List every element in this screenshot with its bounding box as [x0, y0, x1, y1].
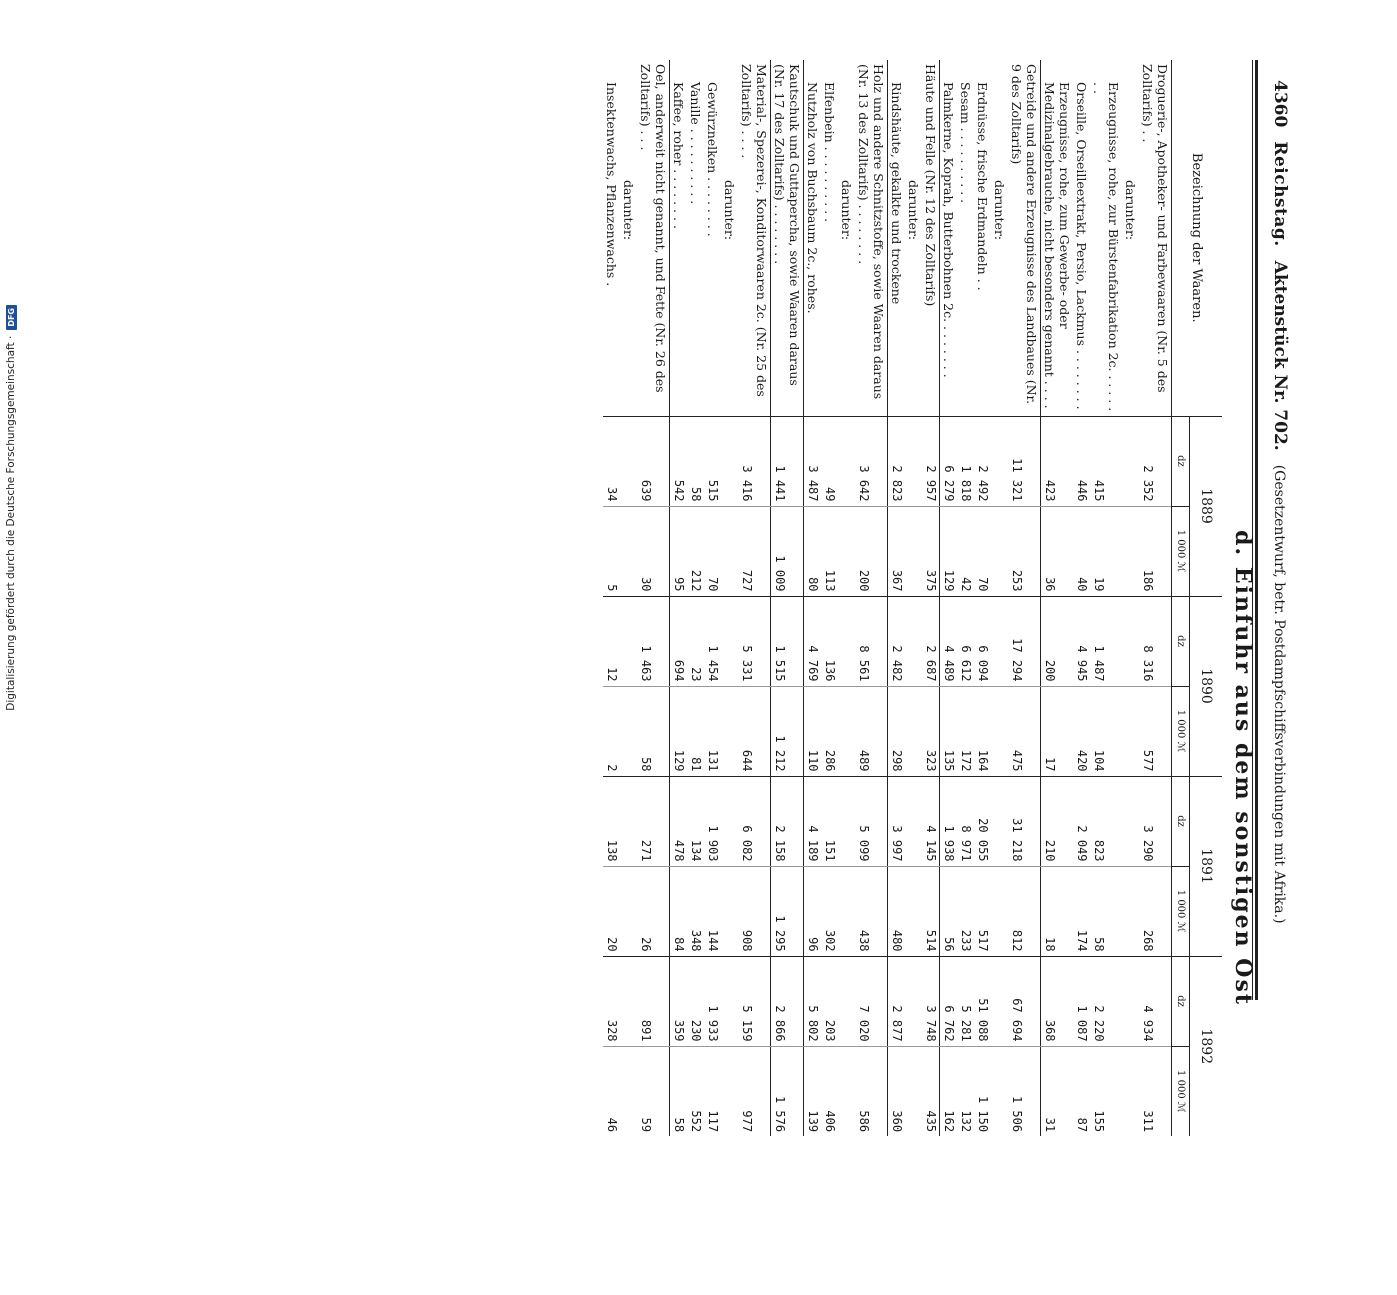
quantity-cell: 2 220 — [1090, 956, 1122, 1046]
quantity-cell: 151 — [821, 776, 838, 866]
quantity-cell: 423 — [1041, 416, 1074, 506]
value-cell: 908 — [738, 866, 771, 956]
value-cell: 131 — [704, 686, 721, 776]
year-1889-header: 1889 — [1190, 416, 1223, 596]
value-cell: 81 — [687, 686, 704, 776]
value-cell — [905, 686, 922, 776]
quantity-cell: 639 — [637, 416, 670, 506]
value-cell: 164 — [974, 686, 991, 776]
import-table — [603, 60, 1222, 1136]
value-cell: 5 — [603, 506, 620, 596]
value-cell: 977 — [738, 1046, 771, 1136]
value-cell: 139 — [804, 1046, 822, 1136]
table-row — [637, 60, 670, 1136]
quantity-cell: 3 748 — [922, 956, 940, 1046]
quantity-cell: 5 331 — [738, 596, 771, 686]
dfg-logo: DFG — [6, 305, 17, 330]
unit-dz: dz — [1172, 776, 1190, 866]
quantity-cell: 1 441 — [771, 416, 804, 506]
value-cell — [1122, 866, 1139, 956]
value-cell — [620, 686, 637, 776]
value-cell: 18 — [1041, 866, 1074, 956]
quantity-cell: 1 933 — [704, 956, 721, 1046]
quantity-cell: 11 321 — [1008, 416, 1041, 506]
subheading-row — [721, 60, 738, 1136]
goods-name: darunter: — [838, 60, 855, 416]
unit-mark: 1 000 ℳ — [1172, 1046, 1190, 1136]
value-cell — [905, 866, 922, 956]
value-cell: 129 — [670, 686, 688, 776]
quantity-cell: 31 218 — [1008, 776, 1041, 866]
value-cell: 104 — [1090, 686, 1122, 776]
quantity-cell: 3 416 — [738, 416, 771, 506]
year-1890-header: 1890 — [1190, 596, 1223, 776]
quantity-cell: 6 612 — [957, 596, 974, 686]
value-cell: 420 — [1073, 686, 1090, 776]
quantity-cell: 4 934 — [1139, 956, 1172, 1046]
value-cell: 367 — [888, 506, 906, 596]
value-cell — [991, 1046, 1008, 1136]
value-cell: 46 — [603, 1046, 620, 1136]
quantity-cell: 694 — [670, 596, 688, 686]
quantity-cell: 58 — [687, 416, 704, 506]
quantity-cell: 5 281 — [957, 956, 974, 1046]
goods-name: Oel, anderweit nicht genannt, und Fette (Nr. 26 des Zolltarifs) . . . — [637, 60, 670, 416]
quantity-cell: 3 642 — [855, 416, 888, 506]
value-cell: 110 — [804, 686, 822, 776]
value-cell: 577 — [1139, 686, 1172, 776]
value-cell: 475 — [1008, 686, 1041, 776]
value-cell — [838, 686, 855, 776]
value-cell: 162 — [940, 1046, 958, 1136]
value-cell: 1 150 — [974, 1046, 991, 1136]
goods-name: Häute und Felle (Nr. 12 des Zolltarifs) — [922, 60, 940, 416]
quantity-cell — [620, 596, 637, 686]
value-cell: 70 — [974, 506, 991, 596]
value-cell: 87 — [1073, 1046, 1090, 1136]
quantity-cell: 2 957 — [922, 416, 940, 506]
page-number: 4360 — [1270, 80, 1290, 128]
value-cell: 96 — [804, 866, 822, 956]
quantity-cell: 5 802 — [804, 956, 822, 1046]
page-header — [1260, 60, 1290, 1000]
quantity-cell: 2 687 — [922, 596, 940, 686]
value-cell — [620, 1046, 637, 1136]
value-cell: 517 — [974, 866, 991, 956]
value-cell — [838, 866, 855, 956]
value-cell: 1 212 — [771, 686, 804, 776]
value-cell — [721, 1046, 738, 1136]
quantity-cell: 203 — [821, 956, 838, 1046]
quantity-cell: 328 — [603, 956, 620, 1046]
goods-name: Elfenbein . . . . . . . . . . — [821, 60, 838, 416]
value-cell: 132 — [957, 1046, 974, 1136]
quantity-cell: 17 294 — [1008, 596, 1041, 686]
quantity-cell: 891 — [637, 956, 670, 1046]
goods-name: Kautschuk und Guttapercha, sowie Waaren daraus (Nr. 17 des Zolltarifs) . . . . . . . . — [771, 60, 804, 416]
value-cell — [721, 686, 738, 776]
value-cell: 360 — [888, 1046, 906, 1136]
value-cell: 586 — [855, 1046, 888, 1136]
value-cell: 1 009 — [771, 506, 804, 596]
value-cell: 26 — [637, 866, 670, 956]
value-cell: 155 — [1090, 1046, 1122, 1136]
quantity-cell — [1122, 776, 1139, 866]
goods-name: Insektenwachs, Pflanzenwachs . — [603, 60, 620, 416]
goods-name: Rindshäute, gekalkte und trockene — [888, 60, 906, 416]
table-row — [1073, 60, 1090, 1136]
goods-name: Erdnüsse, frische Erdmandeln . . — [974, 60, 991, 416]
quantity-cell: 138 — [603, 776, 620, 866]
value-cell: 1 506 — [1008, 1046, 1041, 1136]
quantity-cell: 4 189 — [804, 776, 822, 866]
table-row — [804, 60, 822, 1136]
quantity-cell: 4 769 — [804, 596, 822, 686]
value-cell: 2 — [603, 686, 620, 776]
value-cell: 406 — [821, 1046, 838, 1136]
value-cell: 172 — [957, 686, 974, 776]
value-cell: 186 — [1139, 506, 1172, 596]
value-cell: 298 — [888, 686, 906, 776]
value-cell: 644 — [738, 686, 771, 776]
subheading-row — [838, 60, 855, 1136]
value-cell: 31 — [1041, 1046, 1074, 1136]
quantity-cell — [1122, 596, 1139, 686]
quantity-cell: 7 020 — [855, 956, 888, 1046]
goods-name: Gewürznelken . . . . . . . . — [704, 60, 721, 416]
quantity-cell: 446 — [1073, 416, 1090, 506]
value-cell: 17 — [1041, 686, 1074, 776]
quantity-cell: 2 482 — [888, 596, 906, 686]
year-1892-header: 1892 — [1190, 956, 1223, 1136]
quantity-cell: 5 099 — [855, 776, 888, 866]
goods-name: darunter: — [991, 60, 1008, 416]
value-cell — [991, 686, 1008, 776]
value-cell: 438 — [855, 866, 888, 956]
quantity-cell: 1 515 — [771, 596, 804, 686]
table-row — [957, 60, 974, 1136]
quantity-cell — [838, 956, 855, 1046]
goods-name: Kaffee, roher . . . . . . . . — [670, 60, 688, 416]
value-cell: 323 — [922, 686, 940, 776]
table-row — [1008, 60, 1041, 1136]
quantity-cell: 8 316 — [1139, 596, 1172, 686]
value-cell — [620, 866, 637, 956]
value-cell: 20 — [603, 866, 620, 956]
table-row — [687, 60, 704, 1136]
goods-name: Palmkerne, Koprah, Butterbohnen 2c. . . . . . . . — [940, 60, 958, 416]
value-cell — [1122, 506, 1139, 596]
quantity-cell: 1 487 — [1090, 596, 1122, 686]
quantity-cell: 49 — [821, 416, 838, 506]
value-cell — [721, 506, 738, 596]
value-cell: 84 — [670, 866, 688, 956]
value-cell: 812 — [1008, 866, 1041, 956]
unit-mark: 1 000 ℳ — [1172, 686, 1190, 776]
quantity-cell: 8 971 — [957, 776, 974, 866]
goods-name: Vanille . . . . . . . . . . — [687, 60, 704, 416]
quantity-cell: 4 489 — [940, 596, 958, 686]
table-row — [821, 60, 838, 1136]
quantity-cell: 1 087 — [1073, 956, 1090, 1046]
value-cell: 40 — [1073, 506, 1090, 596]
document-page — [60, 60, 1290, 1133]
value-cell — [838, 1046, 855, 1136]
goods-name: Material-, Spezerei-, Konditorwaaren 2c. (Nr. 25 des Zolltarifs) . . . . — [738, 60, 771, 416]
value-cell: 727 — [738, 506, 771, 596]
goods-name: Orseille, Orseilleextrakt, Persio, Lackmus . . . . . . . . — [1073, 60, 1090, 416]
quantity-cell: 2 866 — [771, 956, 804, 1046]
value-cell: 144 — [704, 866, 721, 956]
quantity-cell: 2 492 — [974, 416, 991, 506]
goods-name: Sesam . . . . . . . . . . — [957, 60, 974, 416]
quantity-cell: 271 — [637, 776, 670, 866]
goods-name: Holz und andere Schnitzstoffe, sowie Waaren daraus (Nr. 13 des Zolltarifs) . . . . . . . . — [855, 60, 888, 416]
value-cell — [991, 866, 1008, 956]
year-1891-header: 1891 — [1190, 776, 1223, 956]
table-row — [855, 60, 888, 1136]
quantity-cell: 200 — [1041, 596, 1074, 686]
goods-column-header: Bezeichnung der Waaren. — [1172, 60, 1223, 416]
value-cell: 174 — [1073, 866, 1090, 956]
quantity-cell — [905, 416, 922, 506]
value-cell: 348 — [687, 866, 704, 956]
value-cell: 58 — [670, 1046, 688, 1136]
quantity-cell: 4 145 — [922, 776, 940, 866]
value-cell: 212 — [687, 506, 704, 596]
value-cell: 514 — [922, 866, 940, 956]
quantity-cell — [721, 596, 738, 686]
quantity-cell — [838, 596, 855, 686]
goods-name: Droguerie-, Apotheker- und Farbewaaren (Nr. 5 des Zolltarifs) . . — [1139, 60, 1172, 416]
quantity-cell: 3 487 — [804, 416, 822, 506]
value-cell: 56 — [940, 866, 958, 956]
credit-text: Digitalisierung gefördert durch die Deutsche Forschungsgemeinschaft · — [5, 335, 17, 711]
table-row — [974, 60, 991, 1136]
quantity-cell: 8 561 — [855, 596, 888, 686]
quantity-cell: 542 — [670, 416, 688, 506]
quantity-cell: 2 823 — [888, 416, 906, 506]
value-cell: 233 — [957, 866, 974, 956]
quantity-cell: 1 938 — [940, 776, 958, 866]
value-cell: 58 — [637, 686, 670, 776]
table-row — [603, 60, 620, 1136]
value-cell: 117 — [704, 1046, 721, 1136]
quantity-cell: 359 — [670, 956, 688, 1046]
value-cell — [838, 506, 855, 596]
table-row — [1139, 60, 1172, 1136]
quantity-cell — [991, 596, 1008, 686]
quantity-cell — [620, 956, 637, 1046]
quantity-cell: 230 — [687, 956, 704, 1046]
goods-name: Getreide und andere Erzeugnisse des Landbaues (Nr. 9 des Zolltarifs) — [1008, 60, 1041, 416]
value-cell — [991, 506, 1008, 596]
quantity-cell — [905, 776, 922, 866]
quantity-cell: 1 818 — [957, 416, 974, 506]
quantity-cell — [991, 416, 1008, 506]
value-cell: 302 — [821, 866, 838, 956]
quantity-cell: 136 — [821, 596, 838, 686]
value-cell: 1 295 — [771, 866, 804, 956]
goods-name: darunter: — [721, 60, 738, 416]
quantity-cell: 4 945 — [1073, 596, 1090, 686]
document-subtitle: (Gesetzentwurf, betr. Postdampfschiffsverbindungen mit Afrika.) — [1271, 464, 1287, 924]
quantity-cell: 34 — [603, 416, 620, 506]
subheading-row — [620, 60, 637, 1136]
quantity-cell — [1122, 416, 1139, 506]
unit-dz: dz — [1172, 596, 1190, 686]
goods-name: Nutzholz von Buchsbaum 2c., rohes. — [804, 60, 822, 416]
quantity-cell: 1 463 — [637, 596, 670, 686]
quantity-cell: 23 — [687, 596, 704, 686]
value-cell: 480 — [888, 866, 906, 956]
value-cell: 253 — [1008, 506, 1041, 596]
journal-title: Reichstag. — [1270, 141, 1290, 247]
quantity-cell: 3 290 — [1139, 776, 1172, 866]
value-cell — [1122, 686, 1139, 776]
value-cell — [905, 506, 922, 596]
value-cell: 286 — [821, 686, 838, 776]
quantity-cell — [905, 596, 922, 686]
table-row — [1041, 60, 1074, 1136]
value-cell: 552 — [687, 1046, 704, 1136]
year-header-row — [1190, 60, 1223, 1136]
quantity-cell — [991, 776, 1008, 866]
quantity-cell — [620, 416, 637, 506]
digitization-credit — [0, 305, 23, 1295]
unit-dz: dz — [1172, 956, 1190, 1046]
value-cell: 113 — [821, 506, 838, 596]
table-row — [771, 60, 804, 1136]
goods-name: darunter: — [905, 60, 922, 416]
quantity-cell — [620, 776, 637, 866]
value-cell: 95 — [670, 506, 688, 596]
value-cell: 268 — [1139, 866, 1172, 956]
table-row — [940, 60, 958, 1136]
table-row — [738, 60, 771, 1136]
table-row — [888, 60, 906, 1136]
quantity-cell: 515 — [704, 416, 721, 506]
quantity-cell: 2 049 — [1073, 776, 1090, 866]
quantity-cell: 5 159 — [738, 956, 771, 1046]
quantity-cell: 6 082 — [738, 776, 771, 866]
subheading-row — [991, 60, 1008, 1136]
unit-mark: 1 000 ℳ — [1172, 866, 1190, 956]
quantity-cell: 51 088 — [974, 956, 991, 1046]
value-cell: 129 — [940, 506, 958, 596]
quantity-cell: 134 — [687, 776, 704, 866]
quantity-cell: 6 279 — [940, 416, 958, 506]
goods-name: darunter: — [1122, 60, 1139, 416]
value-cell: 36 — [1041, 506, 1074, 596]
quantity-cell: 6 762 — [940, 956, 958, 1046]
unit-mark: 1 000 ℳ — [1172, 506, 1190, 596]
quantity-cell: 12 — [603, 596, 620, 686]
table-row — [670, 60, 688, 1136]
table-row — [922, 60, 940, 1136]
document-number: Aktenstück Nr. 702. — [1270, 260, 1290, 451]
quantity-cell — [991, 956, 1008, 1046]
value-cell — [721, 866, 738, 956]
value-cell: 42 — [957, 506, 974, 596]
section-title: d. Einfuhr aus dem sonstigen Ost — [1230, 530, 1256, 1006]
table-row — [1090, 60, 1122, 1136]
value-cell: 135 — [940, 686, 958, 776]
quantity-cell: 6 094 — [974, 596, 991, 686]
table-body — [603, 60, 1172, 1136]
value-cell: 19 — [1090, 506, 1122, 596]
subheading-row — [905, 60, 922, 1136]
goods-name: Erzeugnisse, rohe, zur Bürstenfabrikation 2c. . . . . . . . — [1090, 60, 1122, 416]
quantity-cell — [838, 776, 855, 866]
quantity-cell — [721, 776, 738, 866]
value-cell: 80 — [804, 506, 822, 596]
value-cell: 435 — [922, 1046, 940, 1136]
table-row — [704, 60, 721, 1136]
quantity-cell: 210 — [1041, 776, 1074, 866]
quantity-cell: 67 694 — [1008, 956, 1041, 1046]
quantity-cell: 1 454 — [704, 596, 721, 686]
value-cell: 30 — [637, 506, 670, 596]
quantity-cell: 20 055 — [974, 776, 991, 866]
quantity-cell: 2 158 — [771, 776, 804, 866]
quantity-cell — [721, 956, 738, 1046]
value-cell: 58 — [1090, 866, 1122, 956]
quantity-cell — [721, 416, 738, 506]
value-cell — [905, 1046, 922, 1136]
value-cell: 59 — [637, 1046, 670, 1136]
quantity-cell: 2 352 — [1139, 416, 1172, 506]
value-cell: 1 576 — [771, 1046, 804, 1136]
quantity-cell: 2 877 — [888, 956, 906, 1046]
quantity-cell: 415 — [1090, 416, 1122, 506]
quantity-cell — [1122, 956, 1139, 1046]
quantity-cell — [838, 416, 855, 506]
goods-name: darunter: — [620, 60, 637, 416]
quantity-cell: 1 903 — [704, 776, 721, 866]
value-cell — [620, 506, 637, 596]
quantity-cell: 3 997 — [888, 776, 906, 866]
value-cell: 70 — [704, 506, 721, 596]
quantity-cell — [905, 956, 922, 1046]
value-cell — [1122, 1046, 1139, 1136]
quantity-cell: 478 — [670, 776, 688, 866]
quantity-cell: 368 — [1041, 956, 1074, 1046]
value-cell: 375 — [922, 506, 940, 596]
unit-dz: dz — [1172, 416, 1190, 506]
value-cell: 489 — [855, 686, 888, 776]
quantity-cell: 823 — [1090, 776, 1122, 866]
section-heading-area — [1222, 60, 1258, 1006]
goods-name: Erzeugnisse, rohe, zum Gewerbe- oder Medizinalgebrauche, nicht besonders genannt . . . . — [1041, 60, 1074, 416]
value-cell: 311 — [1139, 1046, 1172, 1136]
subheading-row — [1122, 60, 1139, 1136]
value-cell: 200 — [855, 506, 888, 596]
